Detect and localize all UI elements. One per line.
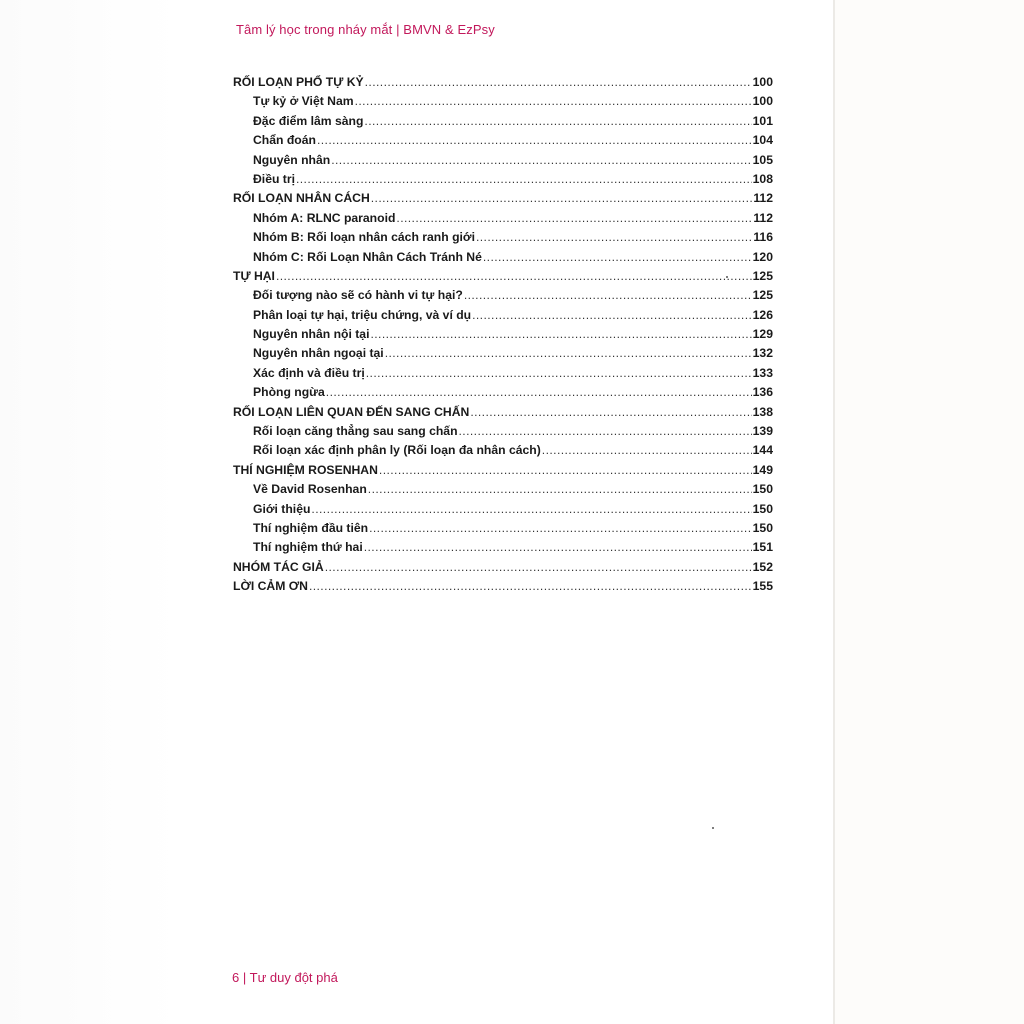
toc-chapter-entry: [233, 463, 773, 482]
toc-dot-leader: [317, 133, 752, 147]
toc-dot-leader: [379, 463, 752, 477]
toc-entry-page-number: 150: [752, 520, 773, 535]
toc-entry-page-number: 133: [752, 365, 773, 380]
scan-speck: [712, 827, 714, 829]
toc-dot-leader: [542, 443, 752, 457]
toc-entry-page-number: 125: [752, 288, 773, 303]
toc-entry-page-number: 139: [752, 424, 773, 439]
toc-dot-leader: [370, 327, 751, 341]
toc-entry-title: Nguyên nhân: [253, 152, 331, 167]
scan-speck: [726, 276, 728, 278]
toc-entry-page-number: 100: [752, 94, 773, 109]
page-footer: [232, 970, 338, 985]
toc-chapter-entry: [233, 560, 773, 579]
toc-dot-leader: [365, 75, 752, 89]
running-header: Tâm lý học trong nháy mắt | BMVN & EzPsy: [236, 22, 495, 37]
toc-entry-title: Rối loạn căng thẳng sau sang chấn: [253, 424, 458, 439]
toc-entry-title: Nhóm C: Rối Loạn Nhân Cách Tránh Né: [253, 249, 482, 264]
toc-entry-page-number: 132: [752, 346, 773, 361]
toc-section-entry: [233, 153, 773, 172]
toc-entry-title: Xác định và điều trị: [253, 365, 365, 380]
toc-entry-page-number: 105: [752, 152, 773, 167]
toc-entry-page-number: 136: [752, 385, 773, 400]
toc-chapter-entry: [233, 75, 773, 94]
toc-section-entry: [233, 250, 773, 269]
toc-dot-leader: [472, 308, 752, 322]
toc-entry-title: Tự kỷ ở Việt Nam: [253, 94, 354, 109]
toc-chapter-entry: [233, 191, 773, 210]
toc-section-entry: [233, 502, 773, 521]
footer-book-title: Tư duy đột phá: [249, 970, 338, 985]
toc-entry-title: NHÓM TÁC GIẢ: [233, 559, 324, 574]
toc-entry-title: Nguyên nhân ngoại tại: [253, 346, 384, 361]
toc-section-entry: [233, 443, 773, 462]
page-edge-line: [833, 0, 835, 1024]
toc-entry-title: TỰ HẠI: [233, 268, 275, 283]
toc-entry-title: Chẩn đoán: [253, 133, 316, 148]
toc-entry-page-number: 144: [752, 443, 773, 458]
toc-entry-title: LỜI CẢM ƠN: [233, 579, 308, 594]
toc-dot-leader: [355, 94, 752, 108]
toc-dot-leader: [483, 250, 752, 264]
toc-entry-title: Rối loạn xác định phân ly (Rối loạn đa nhân cách): [253, 443, 541, 458]
toc-section-entry: [233, 94, 773, 113]
toc-entry-page-number: 104: [752, 133, 773, 148]
table-of-contents: [233, 75, 773, 599]
toc-section-entry: [233, 540, 773, 559]
toc-dot-leader: [309, 579, 752, 593]
toc-entry-title: Nguyên nhân nội tại: [253, 327, 370, 342]
toc-entry-title: Phòng ngừa: [253, 385, 325, 400]
page-edge-strip: [835, 0, 1024, 1024]
toc-entry-title: RỐI LOẠN PHỔ TỰ KỶ: [233, 75, 364, 89]
toc-dot-leader: [296, 172, 752, 186]
toc-section-entry: [233, 424, 773, 443]
toc-dot-leader: [396, 211, 752, 225]
toc-entry-title: Nhóm B: Rối loạn nhân cách ranh giới: [253, 230, 475, 245]
toc-entry-page-number: 120: [752, 249, 773, 264]
toc-section-entry: [233, 230, 773, 249]
toc-section-entry: [233, 308, 773, 327]
toc-dot-leader: [276, 269, 752, 283]
toc-section-entry: [233, 346, 773, 365]
toc-entry-page-number: 112: [753, 191, 773, 206]
toc-dot-leader: [476, 230, 752, 244]
toc-entry-title: Điều trị: [253, 171, 295, 186]
toc-chapter-entry: [233, 579, 773, 598]
toc-entry-title: THÍ NGHIỆM ROSENHAN: [233, 462, 378, 477]
toc-chapter-entry: [233, 405, 773, 424]
page-gutter-shade: [0, 0, 180, 1024]
toc-entry-title: RỐI LOẠN LIÊN QUAN ĐẾN SANG CHẤN: [233, 404, 470, 419]
toc-entry-page-number: 126: [752, 307, 773, 322]
toc-section-entry: [233, 521, 773, 540]
toc-section-entry: [233, 327, 773, 346]
footer-separator: |: [242, 970, 247, 985]
toc-entry-title: Về David Rosenhan: [253, 482, 367, 497]
toc-entry-title: Giới thiệu: [253, 501, 311, 516]
toc-entry-page-number: 138: [752, 404, 773, 419]
toc-dot-leader: [364, 540, 752, 554]
toc-chapter-entry: [233, 269, 773, 288]
toc-entry-title: Thí nghiệm đầu tiên: [253, 520, 369, 535]
toc-entry-page-number: 150: [752, 482, 773, 497]
toc-section-entry: [233, 133, 773, 152]
toc-entry-title: RỐI LOẠN NHÂN CÁCH: [233, 191, 370, 206]
toc-section-entry: [233, 482, 773, 501]
toc-entry-page-number: 125: [752, 268, 773, 283]
toc-entry-page-number: 129: [752, 327, 773, 342]
toc-dot-leader: [369, 521, 752, 535]
toc-section-entry: [233, 211, 773, 230]
toc-entry-title: Phân loại tự hại, triệu chứng, và ví dụ: [253, 307, 472, 322]
toc-entry-title: Đối tượng nào sẽ có hành vi tự hại?: [253, 288, 463, 303]
toc-entry-page-number: 152: [752, 559, 773, 574]
toc-entry-page-number: 150: [752, 501, 773, 516]
toc-section-entry: [233, 385, 773, 404]
toc-entry-page-number: 108: [752, 171, 773, 186]
toc-section-entry: [233, 172, 773, 191]
toc-entry-page-number: 151: [752, 540, 773, 555]
toc-dot-leader: [368, 482, 752, 496]
toc-dot-leader: [459, 424, 752, 438]
toc-dot-leader: [470, 405, 751, 419]
toc-dot-leader: [385, 346, 752, 360]
toc-dot-leader: [311, 502, 751, 516]
toc-dot-leader: [464, 288, 752, 302]
toc-section-entry: [233, 114, 773, 133]
toc-dot-leader: [371, 191, 753, 205]
footer-page-number: 6: [232, 970, 240, 985]
toc-entry-page-number: 116: [753, 230, 773, 245]
toc-dot-leader: [364, 114, 751, 128]
toc-entry-page-number: 100: [752, 75, 773, 89]
toc-entry-page-number: 155: [752, 579, 773, 594]
toc-section-entry: [233, 288, 773, 307]
toc-entry-title: Đặc điểm lâm sàng: [253, 113, 364, 128]
toc-entry-page-number: 101: [752, 113, 773, 128]
toc-entry-title: Thí nghiệm thứ hai: [253, 540, 363, 555]
toc-dot-leader: [325, 560, 752, 574]
toc-dot-leader: [331, 153, 751, 167]
toc-section-entry: [233, 366, 773, 385]
toc-dot-leader: [326, 385, 752, 399]
toc-dot-leader: [366, 366, 752, 380]
toc-entry-page-number: 112: [753, 210, 773, 225]
toc-entry-title: Nhóm A: RLNC paranoid: [253, 210, 396, 225]
toc-entry-page-number: 149: [752, 462, 773, 477]
